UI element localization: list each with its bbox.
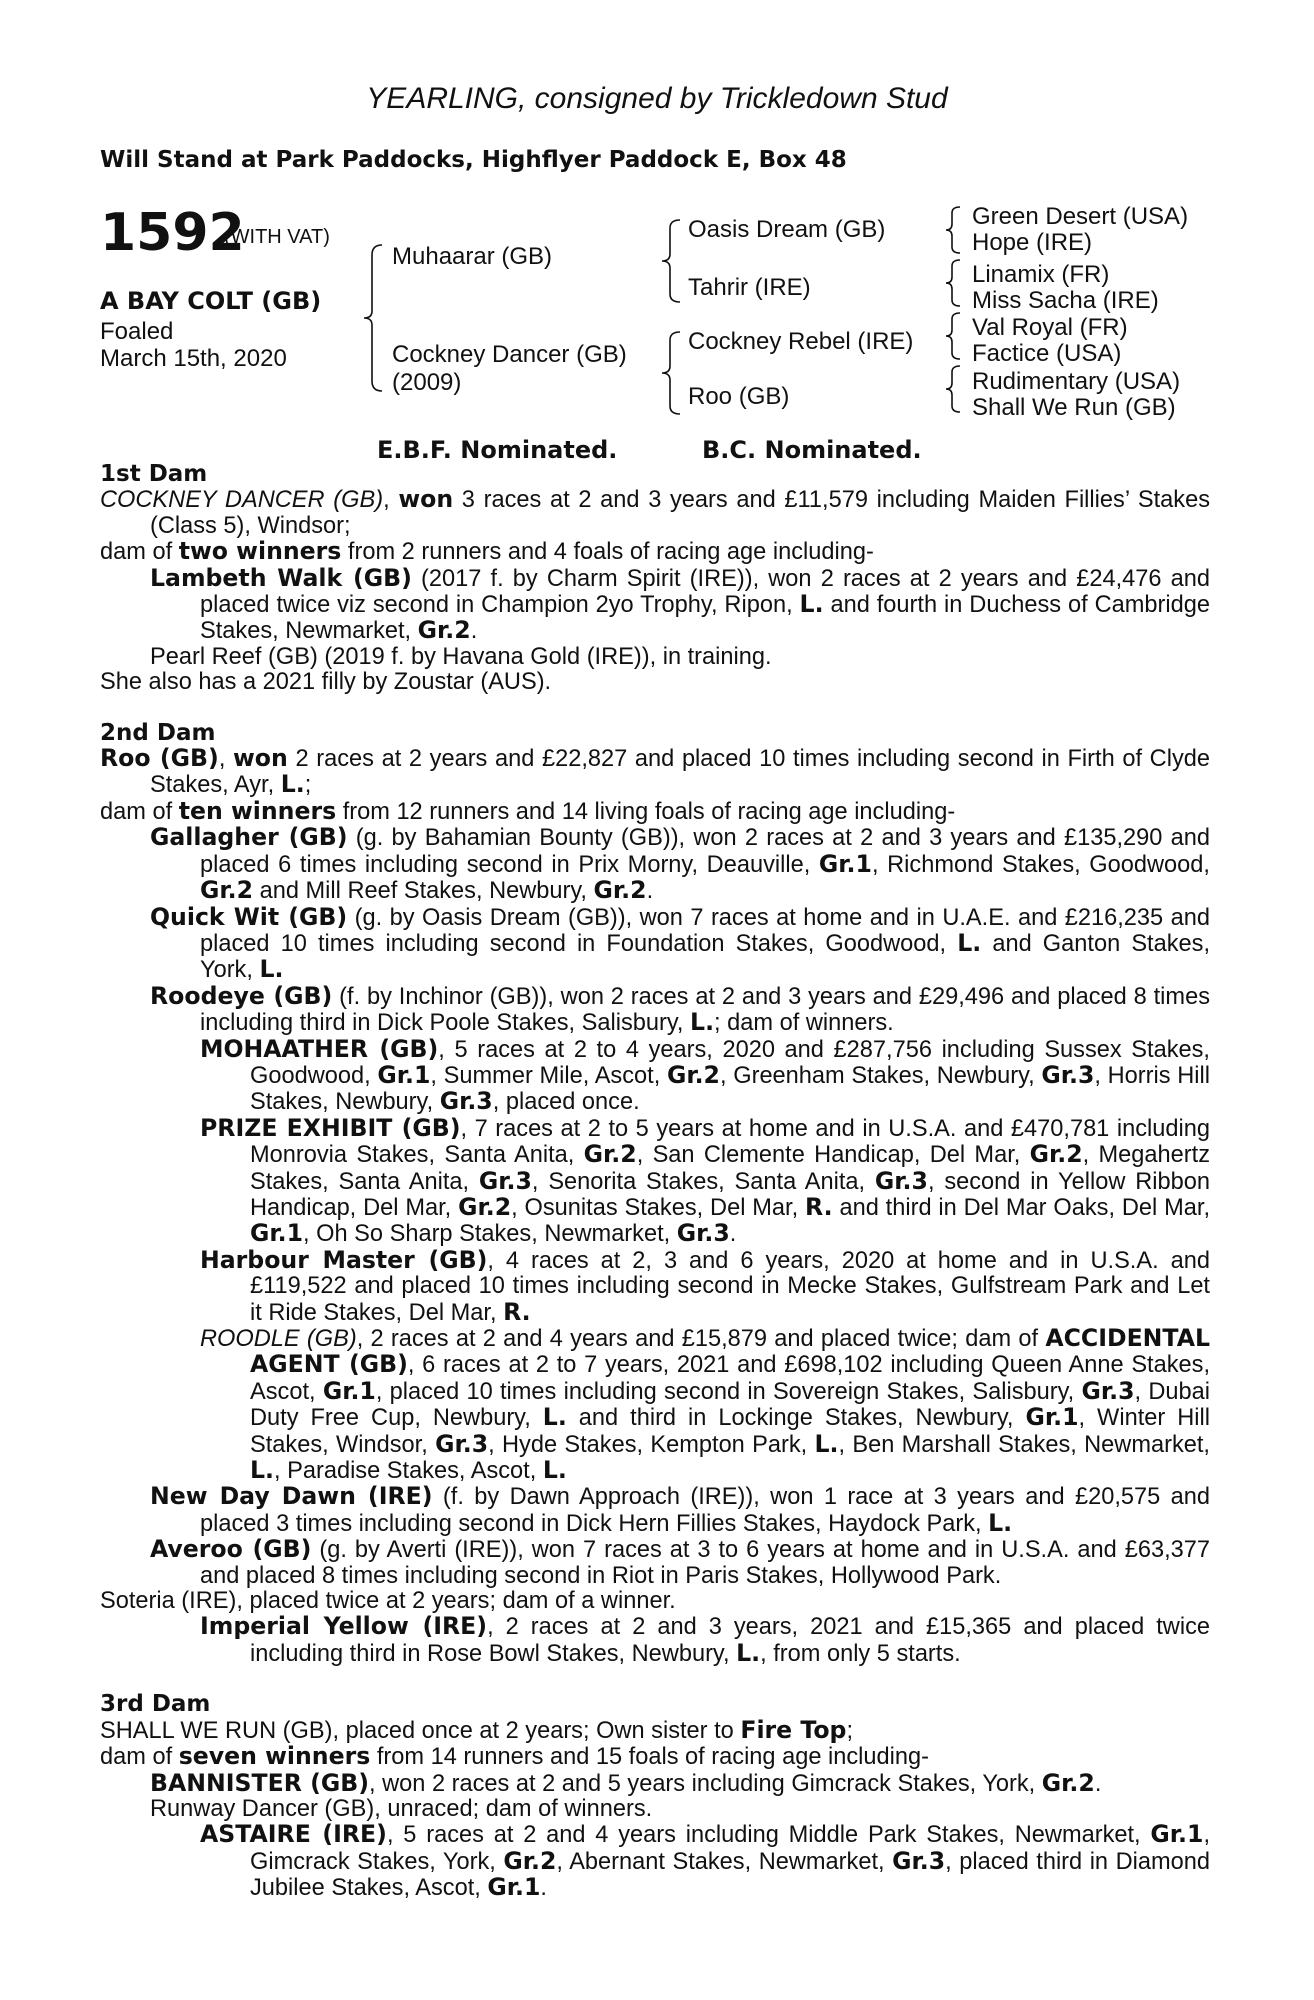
gg-name: Linamix (FR) [972, 261, 1110, 288]
pedigree-brace-gg1 [944, 205, 962, 255]
foal-entry: Gallagher (GB) (g. by Bahamian Bounty (GB)), won 2 races at 2 and 3 years and £135,290 and placed 6 times including second in Prix Morny, Deauville, Gr.1, Richmond Stakes, Goodwood, Gr.2 and Mill Reef Stakes, Newbury, Gr.2. [150, 823, 1210, 905]
grand-foal-entry: ROODLE (GB), 2 races at 2 and 4 years and £15,879 and placed twice; dam of ACCIDENTAL AGENT (GB), 6 races at 2 to 7 years, 2021 and £698,102 including Queen Anne Stakes, Ascot, Gr.1, placed 10 times including second in Sovereign Stakes, Salisbury, Gr.3, Dubai Duty Free Cup, Newbury, L. and third in Lockinge Stakes, Newbury, Gr.1, Winter Hill Stakes, Windsor, Gr.3, Hyde Stakes, Kempton Park, L., Ben Marshall Stakes, Newmarket, L., Paradise Stakes, Ascot, L. [200, 1324, 1210, 1485]
grand-foal-entry: ASTAIRE (IRE), 5 races at 2 and 4 years including Middle Park Stakes, Newmarket, Gr.1, Gimcrack Stakes, York, Gr.2, Abernant Stakes, Newmarket, Gr.3, placed third in Diamond Jubilee Stakes, Ascot, Gr.1. [200, 1820, 1211, 1902]
foal-entry: BANNISTER (GB), won 2 races at 2 and 5 years including Gimcrack Stakes, York, Gr.2. [150, 1768, 1102, 1797]
grand-foal-entry: MOHAATHER (GB), 5 races at 2 to 4 years, 2020 and £287,756 including Sussex Stakes, Goodwood, Gr.1, Summer Mile, Ascot, Gr.2, Greenham Stakes, Newbury, Gr.3, Horris Hill Stakes, Newbury, Gr.3, placed once. [200, 1034, 1211, 1116]
gg-name: Green Desert (USA) [972, 203, 1189, 230]
pedigree-brace-main [362, 243, 384, 393]
pedigree-brace-dam [660, 330, 682, 416]
dam-name: Cockney Dancer (GB) [392, 341, 627, 368]
pedigree-brace-gg4 [944, 364, 962, 414]
vat-note: (WITH VAT) [224, 226, 330, 248]
dam-dam-name: Roo (GB) [688, 383, 790, 410]
sire-name: Muhaarar (GB) [392, 243, 553, 270]
page-title: YEARLING, consigned by Trickledown Stud [366, 82, 948, 115]
third-dam-produce: dam of seven winners from 14 runners and 15 foals of racing age including- [100, 1742, 930, 1771]
foal-entry: Averoo (GB) (g. by Averti (IRE)), won 7 races at 3 to 6 years at home and in U.S.A. and £63,377 and placed 8 times including second in Riot in Paris Stakes, Hollywood Park. [150, 1535, 1210, 1589]
foal-entry: Roodeye (GB) (f. by Inchinor (GB)), won 2 races at 2 and 3 years and £29,496 and placed 8 times including third in Dick Poole Stakes, Salisbury, L.; dam of winners. [150, 981, 1210, 1037]
catalogue-body [100, 462, 1210, 1902]
foal-entry: Pearl Reef (GB) (2019 f. by Havana Gold (IRE)), in training. [150, 643, 772, 670]
foal-entry: Lambeth Walk (GB) (2017 f. by Charm Spirit (IRE)), won 2 races at 2 years and £24,476 and placed twice viz second in Champion 2yo Trophy, Ripon, L. and fourth in Duchess of Cambridge Stakes, Newmarket, Gr.2. [150, 563, 1210, 645]
grand-foal-entry: Imperial Yellow (IRE), 2 races at 2 and 3 years, 2021 and £15,365 and placed twice including third in Rose Bowl Stakes, Newbury, L., from only 5 starts. [200, 1612, 1210, 1667]
gg-name: Val Royal (FR) [972, 314, 1128, 341]
foal-entry: Soteria (IRE), placed twice at 2 years; dam of a winner. [100, 1588, 676, 1615]
foal-entry: Quick Wit (GB) (g. by Oasis Dream (GB)), won 7 races at home and in U.A.E. and £216,235 and placed 10 times including second in Foundation Stakes, Goodwood, L. and Ganton Stakes, York, L. [150, 902, 1210, 984]
foal-entry: New Day Dawn (IRE) (f. by Dawn Approach (IRE)), won 1 race at 3 years and £20,575 and placed 3 times including second in Dick Hern Fillies Stakes, Haydock Park, L. [150, 1482, 1210, 1537]
third-dam-heading: 3rd Dam [100, 1691, 211, 1718]
dam-sire-name: Cockney Rebel (IRE) [688, 328, 914, 355]
pedigree-brace-gg3 [944, 311, 962, 361]
second-dam-entry: Roo (GB), won 2 races at 2 years and £22,827 and placed 10 times including second in Firth of Clyde Stakes, Ayr, L.; [100, 744, 1210, 799]
grand-foal-entry: PRIZE EXHIBIT (GB), 7 races at 2 to 5 years at home and in U.S.A. and £470,781 including Monrovia Stakes, Santa Anita, Gr.2, San Clemente Handicap, Del Mar, Gr.2, Megahertz Stakes, Santa Anita, Gr.3, Senorita Stakes, Santa Anita, Gr.3, second in Yellow Ribbon Handicap, Del Mar, Gr.2, Osunitas Stakes, Del Mar, R. and third in Del Mar Oaks, Del Mar, Gr.1, Oh So Sharp Stakes, Newmarket, Gr.3. [200, 1113, 1210, 1248]
sire-sire-name: Oasis Dream (GB) [688, 216, 886, 243]
first-dam-heading: 1st Dam [100, 461, 208, 487]
foal-entry: She also has a 2021 filly by Zoustar (AUS). [100, 669, 552, 696]
gg-name: Factice (USA) [972, 340, 1122, 367]
grand-foal-entry: Harbour Master (GB), 4 races at 2, 3 and 6 years, 2020 at home and in U.S.A. and £119,522 and placed 10 times including second in Mecke Stakes, Gulfstream Park and Let it Ride Stakes, Del Mar, R. [200, 1245, 1210, 1326]
first-dam-entry: COCKNEY DANCER (GB), won 3 races at 2 and 3 years and £11,579 including Maiden Fillies’ Stakes (Class 5), Windsor; [100, 485, 1211, 539]
dam-year: (2009) [392, 369, 462, 396]
foal-entry: Runway Dancer (GB), unraced; dam of winners. [150, 1795, 653, 1822]
first-dam-produce: dam of two winners from 2 runners and 4 foals of racing age including- [100, 537, 874, 566]
pedigree-brace-sire [660, 218, 682, 304]
lot-description: A BAY COLT (GB) [100, 287, 322, 315]
pedigree-brace-gg2 [944, 258, 962, 308]
gg-name: Miss Sacha (IRE) [972, 287, 1159, 314]
gg-name: Rudimentary (USA) [972, 368, 1181, 395]
gg-name: Shall We Run (GB) [972, 394, 1176, 421]
foaled-date: March 15th, 2020 [100, 345, 287, 372]
stand-location: Will Stand at Park Paddocks, Highflyer Paddock E, Box 48 [100, 147, 847, 173]
bc-nomination: B.C. Nominated. [702, 436, 922, 464]
second-dam-heading: 2nd Dam [100, 719, 216, 746]
sire-dam-name: Tahrir (IRE) [688, 274, 811, 301]
foaled-label: Foaled [100, 318, 174, 345]
third-dam-entry: SHALL WE RUN (GB), placed once at 2 years; Own sister to Fire Top; [100, 1715, 854, 1744]
gg-name: Hope (IRE) [972, 229, 1093, 256]
second-dam-produce: dam of ten winners from 12 runners and 14 living foals of racing age including- [100, 796, 956, 825]
ebf-nomination: E.B.F. Nominated. [377, 436, 618, 464]
lot-number: 1592 [100, 203, 245, 263]
